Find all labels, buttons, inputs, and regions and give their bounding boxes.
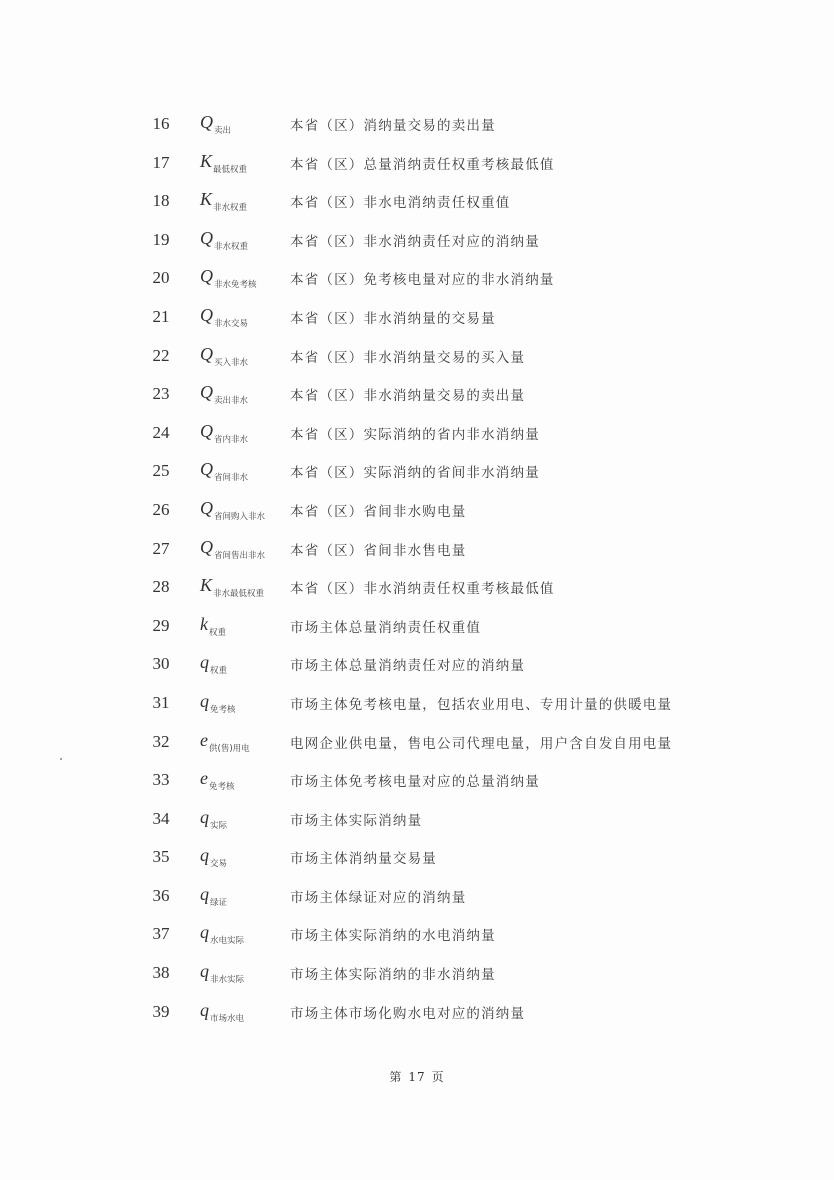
symbol-letter: K <box>200 575 213 596</box>
table-row <box>0 839 834 878</box>
symbol-subscript: 省间售出非水 <box>214 550 266 561</box>
table-row <box>0 916 834 955</box>
table-row <box>0 492 834 531</box>
symbol <box>200 150 248 175</box>
table-row <box>0 145 834 184</box>
symbol <box>200 961 245 986</box>
row-description: 本省（区）非水电消纳责任权重值 <box>290 195 511 212</box>
symbol-letter: q <box>200 961 209 982</box>
symbol-subscript: 非水实际 <box>210 975 245 986</box>
table-row <box>0 801 834 840</box>
row-number: 37 <box>152 924 170 944</box>
table-row <box>0 338 834 377</box>
row-number: 26 <box>152 499 170 519</box>
symbol-subscript: 免考核 <box>210 704 236 715</box>
row-number: 32 <box>152 731 170 751</box>
row-description: 本省（区）消纳量交易的卖出量 <box>290 118 496 134</box>
symbol-letter: Q <box>200 343 213 364</box>
row-number: 27 <box>152 538 170 558</box>
row-number: 33 <box>152 770 170 790</box>
symbol-subscript: 省内非水 <box>214 434 249 445</box>
row-number: 31 <box>152 692 170 712</box>
table-row <box>0 299 834 338</box>
symbol-letter: Q <box>200 382 213 403</box>
row-description: 市场主体实际消纳的非水消纳量 <box>290 967 496 984</box>
row-description: 本省（区）非水消纳责任对应的消纳量 <box>290 233 540 250</box>
symbol-letter: q <box>200 999 209 1020</box>
symbol-subscript: 非水最低权重 <box>213 589 265 600</box>
symbol-letter: q <box>200 922 209 943</box>
table-row <box>0 646 834 685</box>
symbol-letter: q <box>200 652 209 673</box>
row-number: 24 <box>152 422 170 442</box>
row-number: 38 <box>152 963 170 983</box>
symbol-subscript: 市场水电 <box>210 1013 245 1024</box>
row-description: 市场主体实际消纳量 <box>290 812 423 829</box>
row-description: 市场主体实际消纳的水电消纳量 <box>290 928 496 945</box>
row-description: 本省（区）省间非水售电量 <box>290 542 467 559</box>
table-row <box>0 531 834 570</box>
symbol <box>200 613 227 638</box>
table-row <box>0 955 834 994</box>
row-description: 本省（区）免考核电量对应的非水消纳量 <box>290 272 555 289</box>
row-description: 市场主体总量消纳责任权重值 <box>290 619 482 636</box>
row-number: 18 <box>152 191 170 211</box>
symbol-subscript: 买入非水 <box>214 357 249 368</box>
table-row <box>0 183 834 222</box>
symbol <box>200 845 228 870</box>
table-row <box>0 994 834 1033</box>
row-description: 电网企业供电量，售电公司代理电量，用户含自发自用电量 <box>290 735 673 752</box>
table-row <box>0 685 834 724</box>
symbol <box>200 343 249 368</box>
symbol <box>200 382 249 407</box>
symbol-subscript: 免考核 <box>209 782 235 793</box>
symbol-letter: q <box>200 845 209 866</box>
row-description: 市场主体免考核电量对应的总量消纳量 <box>290 774 540 791</box>
row-description: 本省（区）实际消纳的省内非水消纳量 <box>290 426 540 443</box>
symbol-subscript: 非水权重 <box>214 241 249 252</box>
row-number: 17 <box>152 152 170 172</box>
symbol-subscript: 实际 <box>210 820 228 831</box>
symbol <box>200 497 266 522</box>
symbol-subscript: 非水权重 <box>213 203 248 214</box>
symbol-letter: Q <box>200 227 213 248</box>
symbol <box>200 420 249 445</box>
table-row <box>0 415 834 454</box>
page-number-suffix: 页 <box>431 1070 445 1084</box>
row-description: 市场主体免考核电量，包括农业用电、专用计量的供暖电量 <box>290 696 673 713</box>
row-number: 36 <box>152 885 170 905</box>
symbol-letter: Q <box>200 420 213 441</box>
symbol <box>200 575 265 600</box>
symbol <box>200 227 249 252</box>
symbol-letter: q <box>200 690 209 711</box>
table-row <box>0 453 834 492</box>
symbol-letter: Q <box>200 112 213 132</box>
symbol <box>200 459 249 484</box>
symbol <box>200 266 257 291</box>
row-description: 市场主体绿证对应的消纳量 <box>290 889 467 906</box>
row-number: 20 <box>152 268 170 288</box>
row-description: 本省（区）非水消纳量交易的卖出量 <box>290 388 526 405</box>
symbol-subscript: 非水免考核 <box>214 280 257 291</box>
symbol <box>200 768 235 793</box>
symbol <box>200 112 232 136</box>
table-row <box>0 222 834 261</box>
row-number: 35 <box>152 847 170 867</box>
row-description: 市场主体市场化购水电对应的消纳量 <box>290 1005 526 1022</box>
row-number: 25 <box>152 461 170 481</box>
page-footer <box>0 1068 834 1085</box>
symbol <box>200 189 248 214</box>
table-row <box>0 608 834 647</box>
row-number: 39 <box>152 1001 170 1021</box>
page-number-prefix: 第 <box>389 1070 403 1084</box>
table-row <box>0 762 834 801</box>
symbol <box>200 806 228 831</box>
row-description: 本省（区）省间非水购电量 <box>290 503 467 520</box>
table-row <box>0 878 834 917</box>
symbol <box>200 729 250 754</box>
symbol-letter: q <box>200 883 209 904</box>
row-number: 22 <box>152 345 170 365</box>
symbol <box>200 922 245 947</box>
row-number: 30 <box>152 654 170 674</box>
symbol-subscript: 绿证 <box>210 897 228 908</box>
row-description: 本省（区）非水消纳责任权重考核最低值 <box>290 581 555 598</box>
row-number: 29 <box>152 615 170 635</box>
row-description: 市场主体消纳量交易量 <box>290 851 437 868</box>
symbol-letter: e <box>200 729 208 750</box>
symbol-subscript: 权重 <box>209 627 227 638</box>
symbol <box>200 652 228 677</box>
row-description: 本省（区）非水消纳量交易的买入量 <box>290 349 526 366</box>
symbol-letter: Q <box>200 266 213 287</box>
symbol-letter: K <box>200 150 213 171</box>
symbol <box>200 304 249 329</box>
table-row <box>0 569 834 608</box>
row-number: 16 <box>152 114 170 133</box>
symbol-subscript: 非水交易 <box>214 318 249 329</box>
row-number: 21 <box>152 306 170 326</box>
symbol-letter: k <box>200 613 208 634</box>
symbol-letter: Q <box>200 497 213 518</box>
table-row <box>0 376 834 415</box>
symbol-subscript: 省间购入非水 <box>214 511 266 522</box>
symbol-subscript: 权重 <box>210 666 228 677</box>
symbol <box>200 883 228 908</box>
symbol-subscript: 交易 <box>210 859 228 870</box>
row-description: 本省（区）非水消纳量的交易量 <box>290 310 496 327</box>
table-row <box>0 260 834 299</box>
symbol <box>200 999 245 1024</box>
symbol-letter: Q <box>200 536 213 557</box>
page-number: 17 <box>408 1070 426 1084</box>
row-number: 23 <box>152 384 170 404</box>
symbol-subscript: 卖出 <box>214 126 232 136</box>
symbol-letter: q <box>200 806 209 827</box>
row-number: 34 <box>152 808 170 828</box>
table-row <box>0 724 834 763</box>
row-description: 市场主体总量消纳责任对应的消纳量 <box>290 658 526 675</box>
symbol-letter: e <box>200 768 208 789</box>
symbol-subscript: 水电实际 <box>210 936 245 947</box>
table-row <box>0 106 834 145</box>
symbol-letter: Q <box>200 304 213 325</box>
symbol-letter: K <box>200 189 213 210</box>
row-description: 本省（区）总量消纳责任权重考核最低值 <box>290 156 555 173</box>
symbol-subscript: 供(售)用电 <box>209 743 250 754</box>
symbol-subscript: 最低权重 <box>213 164 248 175</box>
symbol-definition-table <box>0 106 834 1032</box>
symbol <box>200 690 236 715</box>
row-number: 28 <box>152 577 170 597</box>
symbol-letter: Q <box>200 459 213 480</box>
row-number: 19 <box>152 229 170 249</box>
scan-speck <box>60 758 62 760</box>
symbol-subscript: 省间非水 <box>214 473 249 484</box>
symbol <box>200 536 266 561</box>
row-description: 本省（区）实际消纳的省间非水消纳量 <box>290 465 540 482</box>
symbol-subscript: 卖出非水 <box>214 396 249 407</box>
